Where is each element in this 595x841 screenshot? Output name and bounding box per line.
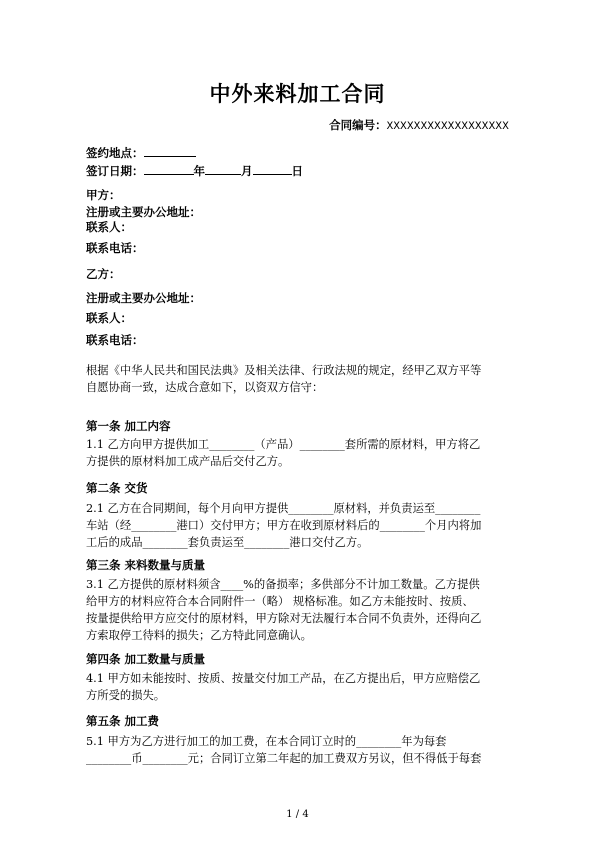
party-b-contact: 联系人： (86, 311, 132, 325)
sign-place-line (86, 144, 196, 161)
article-line: 方索取停工待料的损失；乙方特此同意确认。 (86, 629, 312, 642)
article-line: 3.1 乙方提供的原材料须含____%的备损率；多供部分不计加工数量。乙方提供 (86, 578, 480, 591)
article-5-heading: 第五条 加工费 (86, 714, 160, 728)
article-1-heading: 第一条 加工内容 (86, 419, 171, 433)
article-1-text (86, 436, 512, 470)
article-4-heading: 第四条 加工数量与质量 (86, 652, 206, 666)
party-a-phone: 联系电话： (86, 241, 144, 255)
article-4-text (86, 670, 512, 704)
article-line: 按量提供给甲方应交付的原材料，甲方除对无法履行本合同不负责外，还得向乙 (86, 612, 482, 625)
article-line: 2.1 乙方在合同期间，每个月向甲方提供________原材料，并负责运至________ (86, 502, 481, 515)
article-line: 4.1 甲方如未能按时、按质、按量交付加工产品，在乙方提出后，甲方应赔偿乙 (86, 672, 481, 685)
article-line: 方所受的损失。 (86, 689, 166, 702)
intro-line: 自愿协商一致，达成合意如下，以资双方信守： (86, 381, 324, 394)
party-b-label: 乙方： (86, 267, 121, 281)
party-b-address: 注册或主要办公地址： (86, 291, 201, 305)
party-b-phone: 联系电话： (86, 333, 144, 347)
sign-date-line (86, 162, 303, 179)
sign-date-month-blank (205, 162, 241, 175)
sign-date-month-label: 月 (241, 164, 253, 178)
sign-date-day-label: 日 (291, 164, 303, 178)
intro-line: 根据《中华人民共和国民法典》及相关法律、行政法规的规定，经甲乙双方平等 (86, 364, 482, 377)
sign-date-label: 签订日期： (86, 164, 144, 178)
article-line: 工后的成品________套负责运至________港口交付乙方。 (86, 536, 369, 549)
page-number: 1 / 4 (286, 809, 309, 820)
sign-date-year-label: 年 (193, 164, 205, 178)
document-title: 中外来料加工合同 (209, 82, 386, 106)
intro-paragraph (86, 362, 512, 396)
article-2-heading: 第二条 交货 (86, 481, 148, 495)
contract-number-value: XXXXXXXXXXXXXXXXXX (386, 121, 509, 133)
article-5-text (86, 733, 512, 767)
party-a-contact: 联系人： (86, 220, 132, 234)
party-a-address: 注册或主要办公地址： (86, 205, 201, 219)
article-3-text (86, 576, 512, 644)
sign-date-year-blank (144, 162, 194, 175)
sign-date-day-blank (253, 162, 292, 175)
article-3-heading: 第三条 来料数量与质量 (86, 558, 206, 572)
article-line: 方提供的原材料加工成产品后交付乙方。 (86, 455, 290, 468)
article-line: 给甲方的材料应符合本合同附件一（略） 规格标准。如乙方未能按时、按质、 (86, 595, 474, 608)
contract-number-label: 合同编号： (329, 118, 387, 132)
contract-number (329, 117, 509, 133)
article-line: 5.1 甲方为乙方进行加工的加工费，在本合同订立时的________年为每套 (86, 735, 447, 748)
sign-place-label: 签约地点： (86, 146, 144, 160)
article-line: ________币________元；合同订立第二年起的加工费双方另议，但不得低于每套 (86, 752, 482, 765)
article-line: 1.1 乙方向甲方提供加工________（产品）________套所需的原材料，甲方将乙 (86, 438, 481, 451)
article-2-text (86, 500, 512, 551)
party-a-label: 甲方： (86, 188, 121, 202)
sign-place-blank (144, 144, 196, 157)
article-line: 车站（经________港口）交付甲方；甲方在收到原材料后的________个月内将加 (86, 519, 482, 532)
